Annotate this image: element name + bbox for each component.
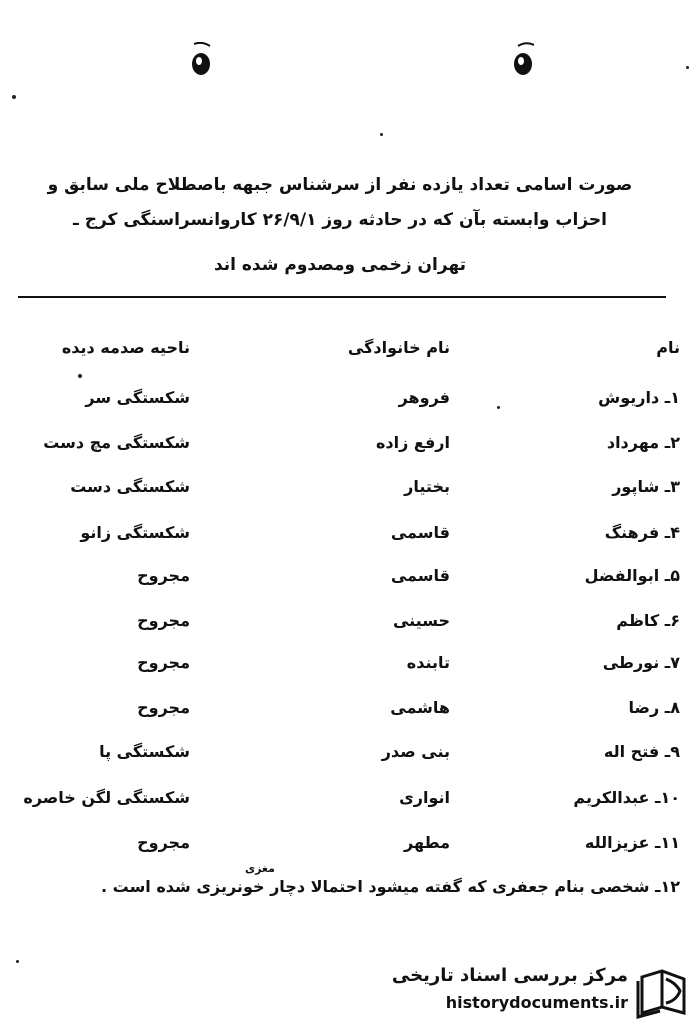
row-injury: مجروح bbox=[137, 566, 190, 585]
table-row bbox=[0, 477, 700, 507]
row-name: ۱۱ـ عزیزالله bbox=[584, 833, 680, 852]
row-injury: شکستگی پا bbox=[99, 742, 190, 761]
handwritten-insertion: مغزی bbox=[245, 862, 275, 875]
row-family: بنی صدر bbox=[381, 742, 450, 761]
header-line-1: صورت اسامی تعداد یازده نفر از سرشناس جبهه باصطلاح ملی سابق و bbox=[47, 175, 633, 195]
speck bbox=[686, 66, 689, 69]
table-row bbox=[0, 653, 700, 683]
table-row bbox=[0, 698, 700, 728]
table-row bbox=[0, 433, 700, 463]
table-row bbox=[0, 566, 700, 596]
row-family: قاسمی bbox=[390, 523, 450, 542]
table-row bbox=[0, 742, 700, 772]
punch-hole-right-icon bbox=[512, 42, 534, 76]
row-family: حسینی bbox=[392, 611, 450, 630]
row-family: بختیار bbox=[404, 477, 450, 496]
table-row bbox=[0, 833, 700, 863]
row-name: ۳ـ شاپور bbox=[612, 477, 680, 496]
row-injury: مجروح bbox=[137, 653, 190, 672]
row-name: ۱ـ داریوش bbox=[598, 388, 680, 407]
table-row bbox=[0, 388, 700, 418]
row-family: هاشمی bbox=[390, 698, 450, 717]
row-family: انواری bbox=[399, 788, 450, 807]
row-name: ۸ـ رضا bbox=[628, 698, 680, 717]
row-name: ۴ـ فرهنگ bbox=[604, 523, 680, 542]
row-name: ۹ـ فتح اله bbox=[603, 742, 680, 761]
watermark-url: historydocuments.ir bbox=[445, 993, 628, 1012]
row-injury: شکستگی دست bbox=[70, 477, 190, 496]
row-name: ۶ـ کاظم bbox=[616, 611, 680, 630]
row-injury: مجروح bbox=[137, 611, 190, 630]
column-header-injury: ناحیه صدمه دیده bbox=[61, 338, 190, 357]
header-line-3: تهران زخمی ومصدوم شده اند bbox=[213, 255, 467, 275]
row-injury: مجروح bbox=[137, 698, 190, 717]
speck bbox=[12, 95, 16, 99]
row-injury: شکستگی لگن خاصره bbox=[23, 788, 190, 807]
book-icon bbox=[636, 967, 690, 1019]
row-injury: شکستگی زانو bbox=[80, 523, 190, 542]
watermark-logo bbox=[391, 963, 690, 1023]
row-name: ۵ـ ابوالفضل bbox=[584, 566, 680, 585]
punch-hole-left-icon bbox=[190, 42, 212, 76]
footnote-line: ۱۲ـ شخصی بنام جعفری که گفته میشود احتمالا دچار خونریزی شده است . bbox=[100, 877, 680, 896]
watermark-title: مرکز بررسی اسناد تاریخی bbox=[391, 965, 628, 986]
column-header-family: نام خانوادگی bbox=[347, 338, 450, 357]
header-divider bbox=[18, 296, 666, 298]
row-name: ۲ـ مهرداد bbox=[606, 433, 680, 452]
row-injury: شکستگی سر bbox=[85, 388, 190, 407]
row-injury: شکستگی مچ دست bbox=[43, 433, 190, 452]
row-family: فروهر bbox=[398, 388, 450, 407]
table-row bbox=[0, 611, 700, 641]
speck bbox=[380, 133, 383, 136]
row-family: مطهر bbox=[403, 833, 450, 852]
speck bbox=[16, 960, 19, 963]
row-family: ارفع زاده bbox=[375, 433, 450, 452]
row-name: ۷ـ نورطی bbox=[602, 653, 680, 672]
row-name: ۱۰ـ عبدالکریم bbox=[573, 788, 680, 807]
header-line-2: احزاب وابسته بآن که در حادثه روز ۲۶/۹/۱ کاروانسراسنگی کرج ـ bbox=[73, 210, 607, 230]
row-family: قاسمی bbox=[390, 566, 450, 585]
row-family: تابنده bbox=[406, 653, 450, 672]
speck bbox=[78, 374, 82, 378]
row-injury: مجروح bbox=[137, 833, 190, 852]
table-row bbox=[0, 523, 700, 553]
table-row bbox=[0, 788, 700, 818]
column-header-name: نام bbox=[656, 338, 680, 357]
